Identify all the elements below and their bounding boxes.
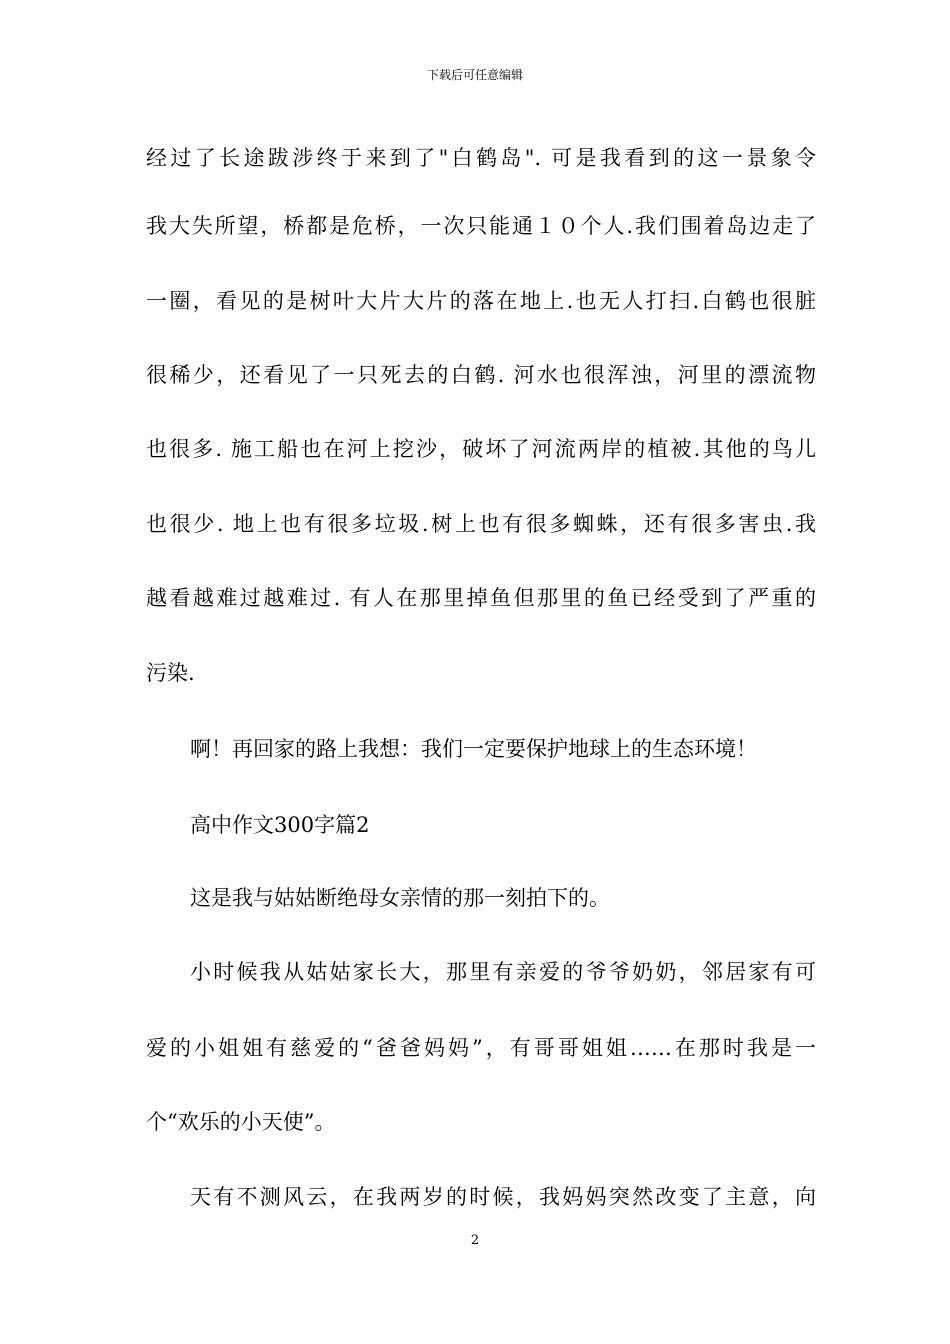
- text-line: 个“欢乐的小天使”。: [146, 1110, 336, 1134]
- text-line: 污染.: [146, 661, 195, 685]
- text-line: 爱的小姐姐有慈爱的“爸爸妈妈”，有哥哥姐姐……在那时我是一: [146, 1036, 816, 1060]
- text-line: 天有不测风云，在我两岁的时候，我妈妈突然改变了主意，向: [190, 1185, 816, 1209]
- text-line: 这是我与姑姑断绝母女亲情的那一刻拍下的。: [190, 886, 610, 910]
- section-heading: 高中作文300字篇2: [190, 813, 370, 837]
- text-line: 小时候我从姑姑家长大，那里有亲爱的爷爷奶奶，邻居家有可: [190, 960, 816, 984]
- page-header: 下载后可任意编辑: [426, 68, 523, 82]
- text-line: 也很少. 地上也有很多垃圾.树上也有很多蜘蛛，还有很多害虫.我: [146, 512, 816, 536]
- text-line: 也很多. 施工船也在河上挖沙，破坏了河流两岸的植被.其他的鸟儿: [146, 437, 816, 461]
- text-line: 越看越难过越难过. 有人在那里掉鱼但那里的鱼已经受到了严重的: [146, 586, 816, 610]
- text-line: 很稀少，还看见了一只死去的白鹤. 河水也很浑浊，河里的漂流物: [146, 363, 816, 387]
- text-line: 啊！再回家的路上我想：我们一定要保护地球上的生态环境！: [190, 737, 757, 761]
- text-line: 一圈，看见的是树叶大片大片的落在地上.也无人打扫.白鹤也很脏: [146, 289, 816, 313]
- page-number: 2: [470, 1233, 480, 1248]
- text-line: 经过了长途跋涉终于来到了"白鹤岛". 可是我看到的这一景象令: [146, 146, 816, 170]
- text-line: 我大失所望，桥都是危桥，一次只能通１０个人.我们围着岛边走了: [146, 214, 816, 238]
